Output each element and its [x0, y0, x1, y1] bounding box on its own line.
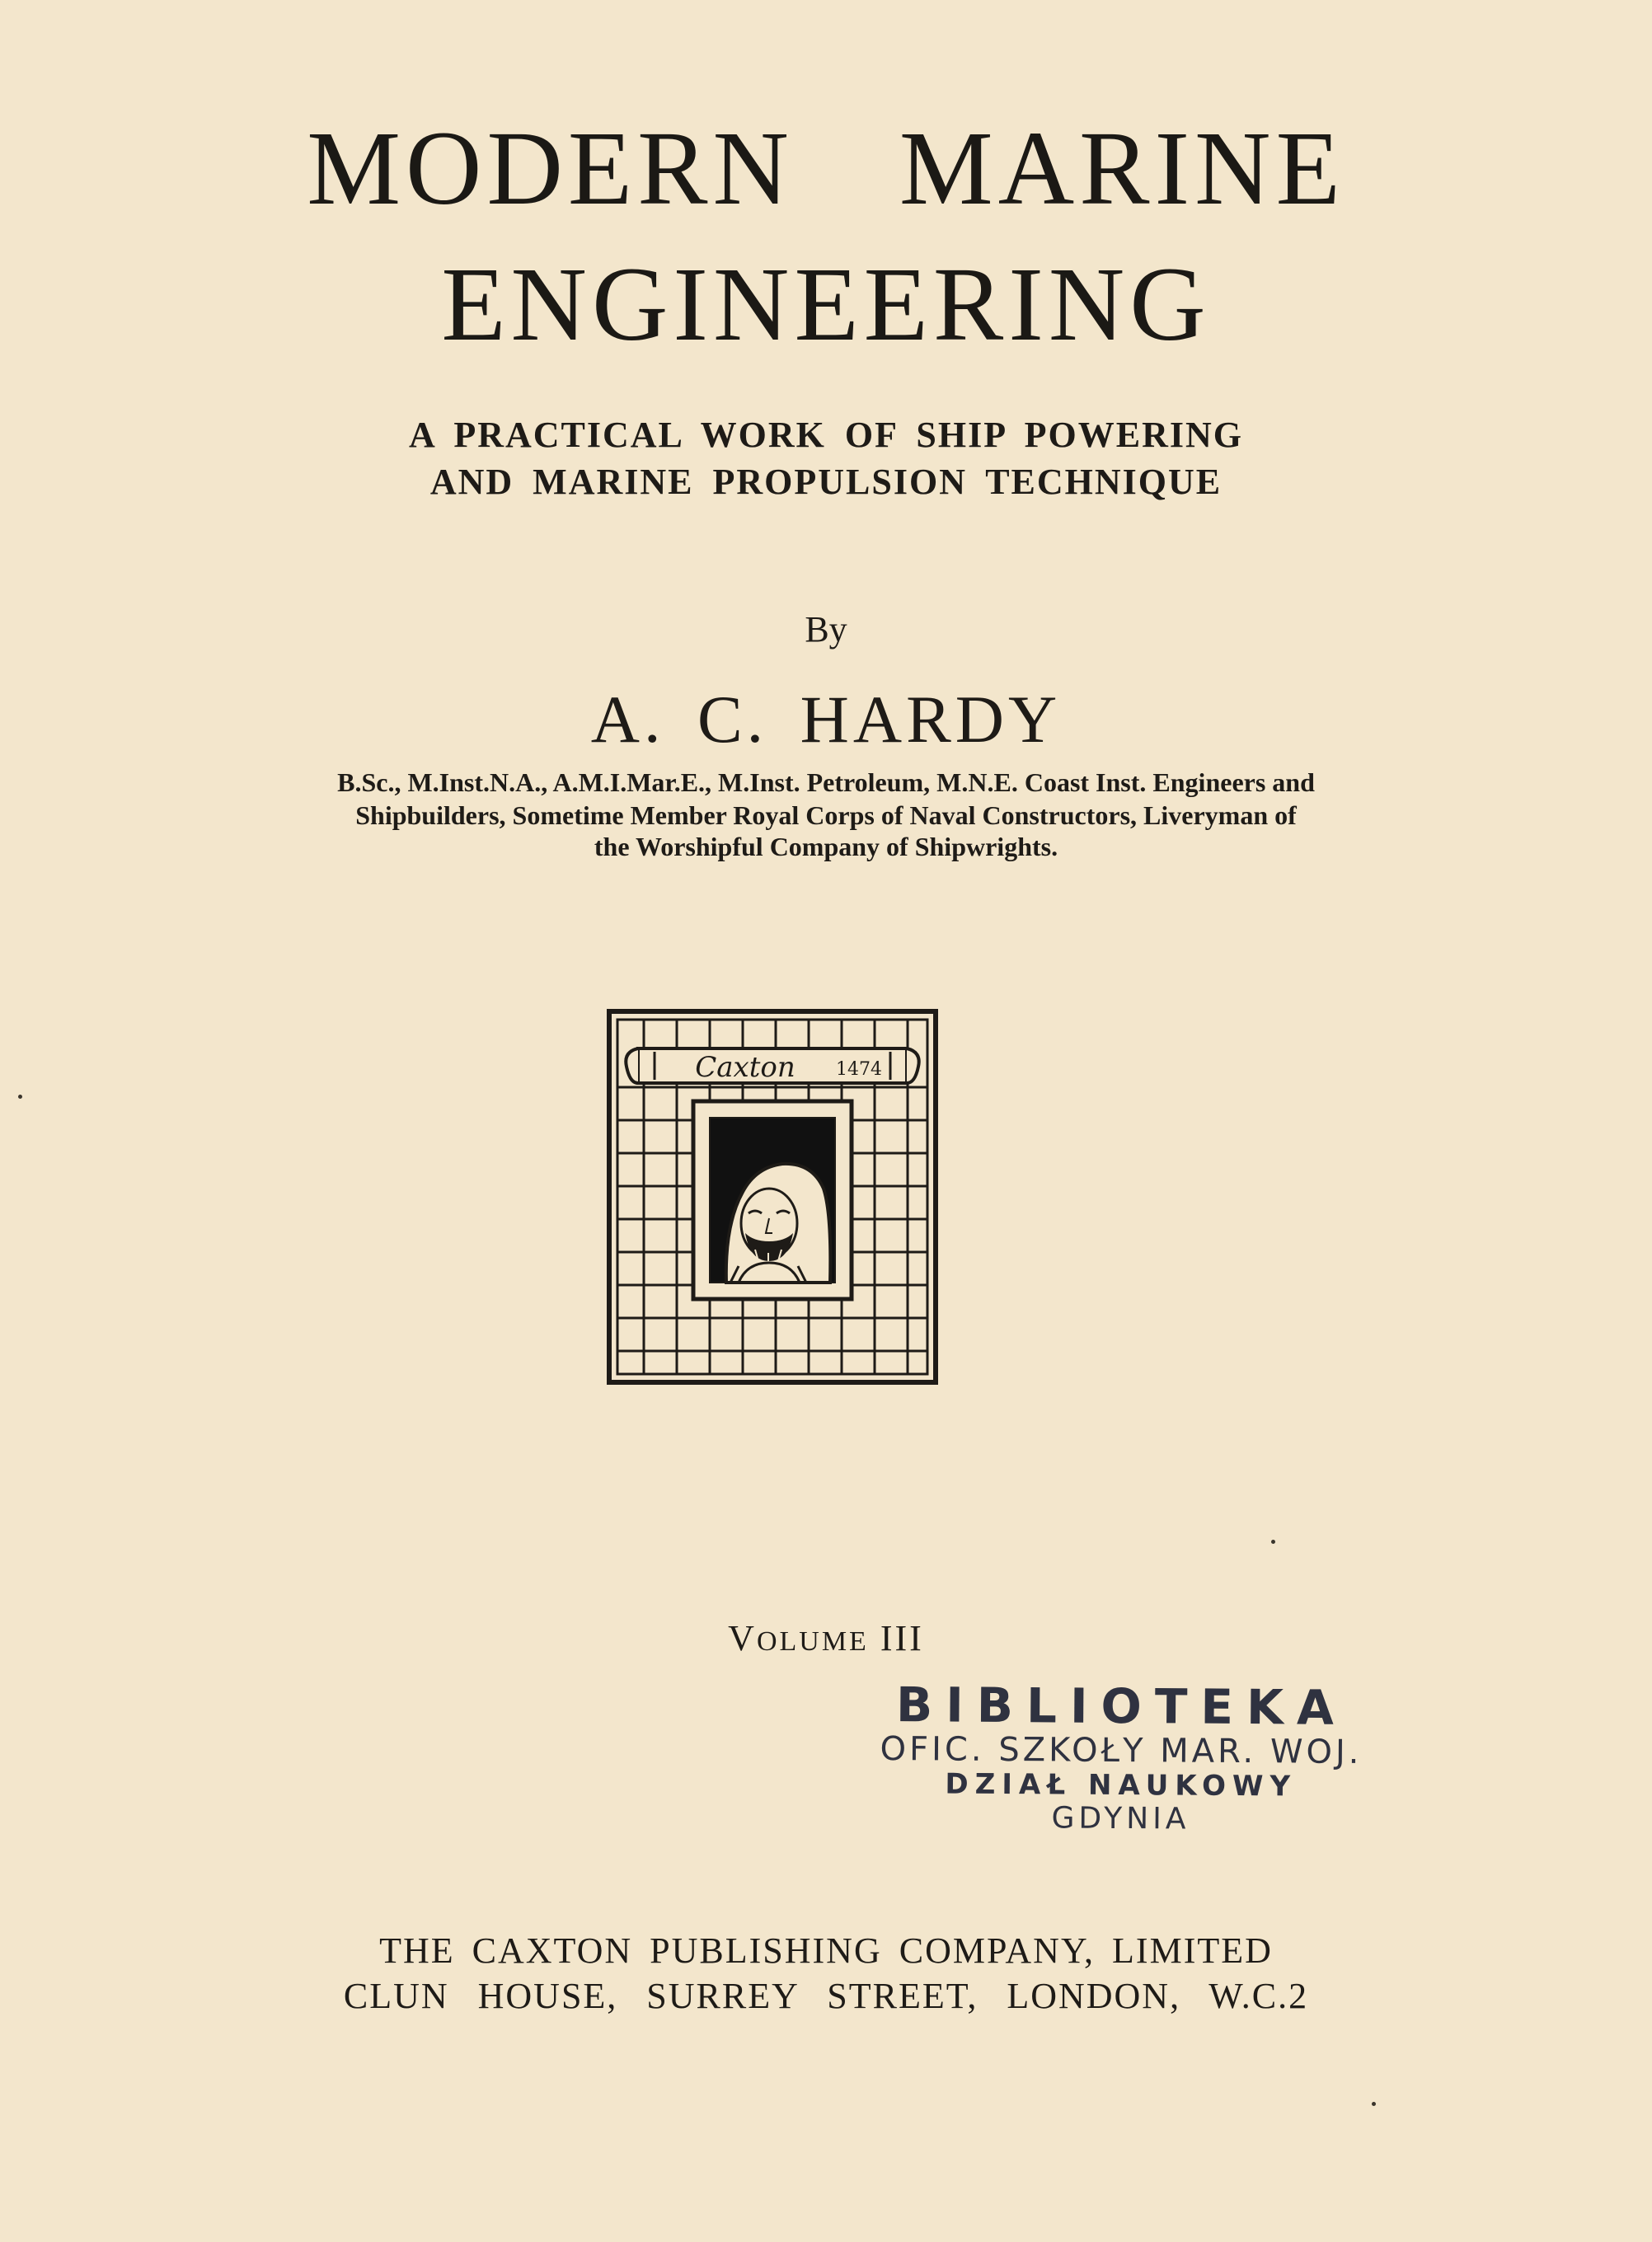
paper-speck — [18, 1095, 22, 1099]
author-credentials-line-1: B.Sc., M.Inst.N.A., A.M.I.Mar.E., M.Inst. Petroleum, M.N.E. Coast Inst. Engineers and — [337, 767, 1315, 797]
emblem-banner-text: Caxton — [695, 1051, 795, 1084]
caxton-printer-device-icon — [607, 1009, 938, 1385]
paper-speck — [1271, 1540, 1275, 1544]
stamp-line-3: DZIAŁ NAUKOWY — [945, 1767, 1298, 1803]
book-title-line-2: ENGINEERING — [441, 246, 1211, 363]
stamp-line-4: GDYNIA — [1051, 1801, 1190, 1836]
paper-speck — [1372, 2102, 1376, 2106]
publisher-name: THE CAXTON PUBLISHING COMPANY, LIMITED — [379, 1930, 1273, 1971]
stamp-line-1: BIBLIOTEKA — [895, 1677, 1348, 1736]
author-credentials-line-3: the Worshipful Company of Shipwrights. — [594, 832, 1058, 861]
volume-label — [0, 1617, 1652, 1659]
author-name: A. C. HARDY — [590, 682, 1062, 757]
library-ownership-stamp — [857, 1677, 1385, 1838]
volume-label-rest: OLUME — [756, 1626, 869, 1657]
author-credentials-line-2: Shipbuilders, Sometime Member Royal Corps of Naval Constructors, Liveryman of — [355, 800, 1297, 830]
volume-label-initial: V — [728, 1618, 757, 1658]
publisher-address: CLUN HOUSE, SURREY STREET, LONDON, W.C.2 — [343, 1976, 1309, 2016]
by-label: By — [805, 609, 847, 650]
subtitle-line-2: AND MARINE PROPULSION TECHNIQUE — [429, 462, 1223, 502]
stamp-line-2: OFIC. SZKOŁY MAR. WOJ. — [880, 1729, 1363, 1771]
subtitle-line-1: A PRACTICAL WORK OF SHIP POWERING — [408, 415, 1243, 455]
volume-number: III — [880, 1618, 924, 1658]
book-title-line-1: MODERN MARINE — [307, 110, 1345, 227]
emblem-banner-year: 1474 — [836, 1059, 882, 1080]
